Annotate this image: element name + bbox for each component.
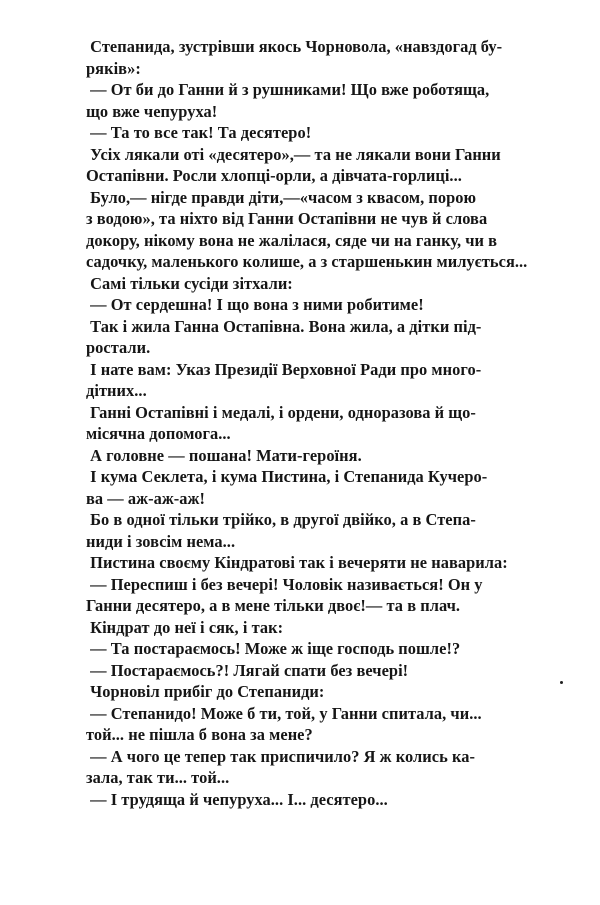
text-line: І нате вам: Указ Президії Верховної Ради про много- (86, 359, 482, 379)
text-line: Пистина своєму Кіндратові так і вечеряти не наварила: (86, 553, 508, 572)
text-line: — І трудяща й чепуруха... І... десятеро... (86, 789, 388, 809)
text-line: Бо в одної тільки трійко, в другої двійко, а в Степа- (86, 510, 476, 529)
text-line: зала, так ти... той... (86, 768, 230, 787)
text-line: Остапівни. Росли хлопці-орли, а дівчата-горлиці... (86, 166, 462, 185)
print-speck (560, 681, 563, 684)
text-line: ростали. (86, 338, 151, 357)
text-line: ва — аж-аж-аж! (86, 488, 205, 508)
text-line: — От би до Ганни й з рушниками! Що вже роботяща, (86, 80, 490, 99)
text-line: Ганні Остапівні і медалі, і ордени, одноразова й що- (86, 402, 476, 422)
text-line: — Та постараємось! Може ж іще господь пошле!? (86, 639, 461, 658)
text-line: Кіндрат до неї і сяк, і так: (86, 617, 284, 637)
text-line: Так і жила Ганна Остапівна. Вона жила, а дітки під- (86, 316, 482, 336)
text-line: ряків»: (86, 58, 141, 78)
text-line: — Постараємось?! Лягай спати без вечері! (86, 660, 409, 680)
text-line: Степанида, зустрівши якось Чорновола, «навздогад бу- (86, 37, 503, 56)
text-line: ниди і зовсім нема... (86, 531, 236, 551)
text-line: докору, нікому вона не жалілася, сяде чи на ганку, чи в (86, 230, 498, 250)
text-line: Усіх лякали оті «десятеро»,— та не лякали вони Ганни (86, 144, 501, 164)
text-line: — А чого це тепер так приспичило? Я ж колись ка- (86, 746, 475, 766)
text-line: — Степанидо! Може б ти, той, у Ганни спитала, чи... (86, 703, 482, 723)
text-line: Самі тільки сусіди зітхали: (86, 273, 293, 293)
text-line: той... не пішла б вона за мене? (86, 725, 313, 744)
text-line: дітних... (86, 381, 147, 400)
text-line: що вже чепуруха! (86, 101, 218, 121)
text-line: — От сердешна! І що вона з ними робитиме! (86, 295, 424, 314)
text-line: Було,— нігде правди діти,—«часом з квасом, порою (86, 187, 477, 207)
text-line: І кума Секлета, і кума Пистина, і Степанида Кучеро- (86, 467, 488, 486)
text-line: Чорновіл прибіг до Степаниди: (86, 682, 325, 701)
text-line: місячна допомога... (86, 424, 231, 443)
text-line: з водою», та ніхто від Ганни Остапівни не чув й слова (86, 209, 488, 228)
text-line: Ганни десятеро, а в мене тільки двоє!— та в плач. (86, 596, 461, 615)
prose-text (86, 36, 546, 810)
text-line: А головне — пошана! Мати-героїня. (86, 445, 362, 465)
text-line: садочку, маленького колише, а з старшенькин милується... (86, 252, 528, 271)
text-line: — Та то все так! Та десятеро! (86, 123, 312, 142)
text-line: — Переспиш і без вечері! Чоловік називається! Он у (86, 574, 483, 594)
